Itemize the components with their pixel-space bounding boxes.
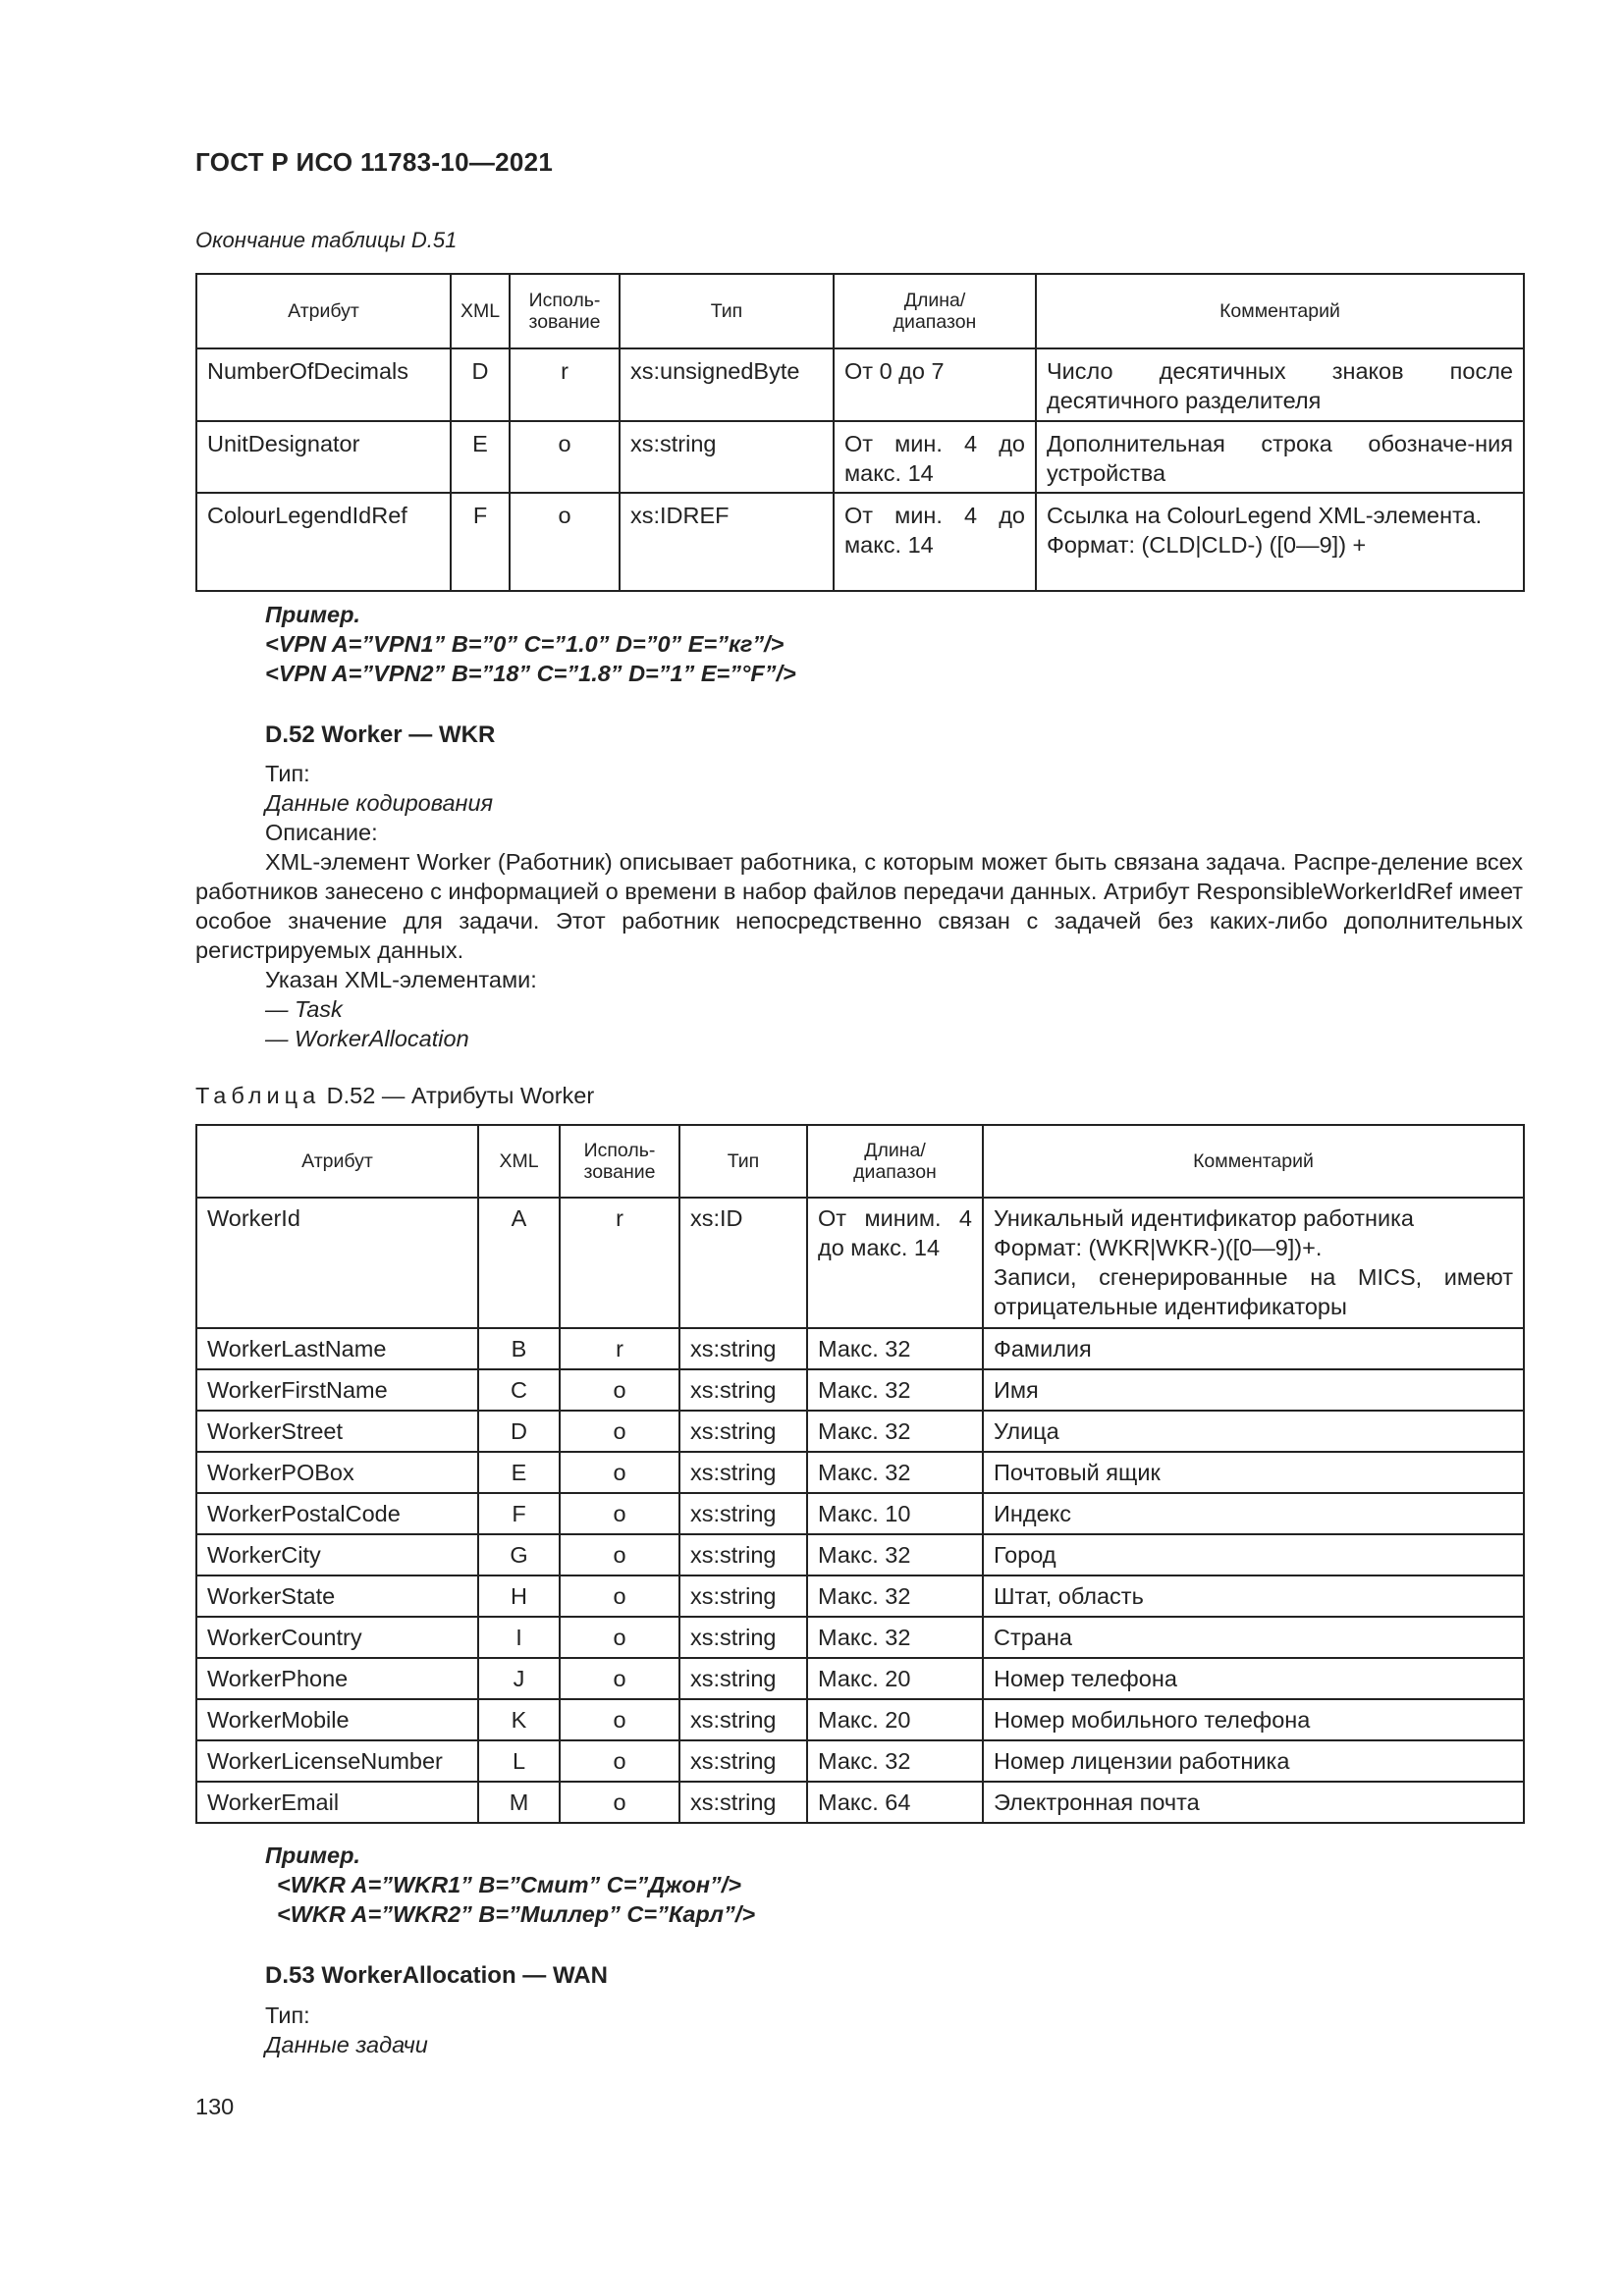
- cell-usage: o: [560, 1617, 679, 1658]
- cell-comment: Дополнительная строка обозначе-ния устройства: [1036, 421, 1524, 494]
- cell-type: xs:string: [679, 1617, 807, 1658]
- cell-type: xs:ID: [679, 1198, 807, 1328]
- referenced-item: — WorkerAllocation: [265, 1026, 469, 1051]
- cell-type: xs:string: [679, 1699, 807, 1740]
- header-length-range: Длина/ диапазон: [834, 274, 1036, 348]
- table-row: [196, 1369, 1524, 1411]
- section-title-d53: D.53 WorkerAllocation — WAN: [265, 1962, 608, 1989]
- cell-type: xs:unsignedByte: [620, 348, 834, 421]
- cell-length-range: Макс. 64: [807, 1782, 983, 1823]
- header-length-range: Длина/ диапазон: [807, 1125, 983, 1198]
- table-caption-text: D.52 — Атрибуты Worker: [320, 1083, 595, 1108]
- cell-attribute: WorkerPostalCode: [196, 1493, 478, 1534]
- cell-usage: o: [560, 1658, 679, 1699]
- table-row: [196, 1740, 1524, 1782]
- header-type: Тип: [679, 1125, 807, 1198]
- cell-xml: J: [478, 1658, 560, 1699]
- table-row: [196, 1617, 1524, 1658]
- cell-attribute: WorkerMobile: [196, 1699, 478, 1740]
- cell-xml: M: [478, 1782, 560, 1823]
- cell-type: xs:string: [679, 1740, 807, 1782]
- description-paragraph: XML-элемент Worker (Работник) описывает работника, с которым может быть связана задача. Распре-деление всех работников занесено с информацией о времени в набор файлов передачи данных. Атрибут ResponsibleWorkerIdRef имеет особое значение для задачи. Этот работник непосредственно связан с задачей без каких-либо дополнительных регистрируемых данных.: [195, 849, 1523, 963]
- cell-length-range: Макс. 32: [807, 1452, 983, 1493]
- header-usage: Исполь- зование: [510, 274, 620, 348]
- header-xml: XML: [478, 1125, 560, 1198]
- cell-usage: o: [560, 1740, 679, 1782]
- cell-xml: I: [478, 1617, 560, 1658]
- cell-attribute: NumberOfDecimals: [196, 348, 451, 421]
- page-number: 130: [195, 2094, 235, 2119]
- referenced-item: — Task: [265, 996, 343, 1022]
- type-label: Тип:: [265, 2002, 310, 2028]
- cell-length-range: Макс. 32: [807, 1617, 983, 1658]
- table-row: [196, 1575, 1524, 1617]
- example-label: Пример.: [265, 602, 360, 627]
- cell-attribute: WorkerStreet: [196, 1411, 478, 1452]
- table-caption-prefix: Таблица: [195, 1083, 321, 1108]
- cell-type: xs:string: [679, 1534, 807, 1575]
- cell-comment: Фамилия: [983, 1328, 1524, 1369]
- cell-length-range: Макс. 32: [807, 1575, 983, 1617]
- table-row: [196, 1411, 1524, 1452]
- cell-xml: F: [478, 1493, 560, 1534]
- cell-attribute: UnitDesignator: [196, 421, 451, 494]
- table-d52-caption: [195, 1083, 594, 1109]
- table-row: [196, 1658, 1524, 1699]
- cell-attribute: WorkerLastName: [196, 1328, 478, 1369]
- cell-type: xs:string: [679, 1452, 807, 1493]
- cell-usage: o: [560, 1411, 679, 1452]
- cell-usage: o: [560, 1369, 679, 1411]
- cell-attribute: WorkerFirstName: [196, 1369, 478, 1411]
- cell-xml: H: [478, 1575, 560, 1617]
- cell-type: xs:string: [679, 1411, 807, 1452]
- cell-length-range: Макс. 32: [807, 1369, 983, 1411]
- example-wkr: [265, 1842, 755, 1930]
- table-row: [196, 1328, 1524, 1369]
- cell-attribute: WorkerEmail: [196, 1782, 478, 1823]
- cell-comment: Штат, область: [983, 1575, 1524, 1617]
- header-xml: XML: [451, 274, 510, 348]
- cell-attribute: WorkerCity: [196, 1534, 478, 1575]
- cell-comment: Номер телефона: [983, 1658, 1524, 1699]
- cell-usage: o: [560, 1782, 679, 1823]
- type-value: Данные задачи: [265, 2032, 428, 2057]
- cell-xml: D: [478, 1411, 560, 1452]
- table-row: [196, 1534, 1524, 1575]
- cell-xml: L: [478, 1740, 560, 1782]
- cell-xml: K: [478, 1699, 560, 1740]
- referenced-label: Указан XML-элементами:: [265, 967, 537, 992]
- example-label: Пример.: [265, 1842, 360, 1868]
- cell-type: xs:string: [679, 1575, 807, 1617]
- cell-length-range: Макс. 10: [807, 1493, 983, 1534]
- cell-length-range: От 0 до 7: [834, 348, 1036, 421]
- table-row: [196, 1699, 1524, 1740]
- table-header-row: [196, 274, 1524, 348]
- table-row: [196, 421, 1524, 494]
- cell-length-range: От мин. 4 до макс. 14: [834, 493, 1036, 591]
- cell-length-range: Макс. 20: [807, 1658, 983, 1699]
- table-continuation-caption: Окончание таблицы D.51: [195, 228, 458, 252]
- cell-attribute: WorkerPhone: [196, 1658, 478, 1699]
- header-attribute: Атрибут: [196, 1125, 478, 1198]
- cell-comment: Номер мобильного телефона: [983, 1699, 1524, 1740]
- cell-xml: A: [478, 1198, 560, 1328]
- cell-type: xs:string: [679, 1493, 807, 1534]
- cell-type: xs:string: [679, 1658, 807, 1699]
- cell-comment: Улица: [983, 1411, 1524, 1452]
- cell-comment: Электронная почта: [983, 1782, 1524, 1823]
- cell-usage: o: [560, 1452, 679, 1493]
- table-row: [196, 1782, 1524, 1823]
- table-row: [196, 493, 1524, 591]
- cell-xml: E: [451, 421, 510, 494]
- cell-attribute: WorkerLicenseNumber: [196, 1740, 478, 1782]
- cell-xml: B: [478, 1328, 560, 1369]
- cell-comment: Индекс: [983, 1493, 1524, 1534]
- cell-length-range: От миним. 4 до макс. 14: [807, 1198, 983, 1328]
- cell-type: xs:string: [679, 1369, 807, 1411]
- cell-type: xs:IDREF: [620, 493, 834, 591]
- cell-xml: C: [478, 1369, 560, 1411]
- table-row: [196, 348, 1524, 421]
- type-label: Тип:: [265, 761, 310, 786]
- cell-xml: G: [478, 1534, 560, 1575]
- example-code-line: <WKR A=”WKR1” B=”Смит” C=”Джон”/>: [277, 1871, 742, 1897]
- cell-comment: Число десятичных знаков после десятичного разделителя: [1036, 348, 1524, 421]
- cell-xml: F: [451, 493, 510, 591]
- cell-length-range: От мин. 4 до макс. 14: [834, 421, 1036, 494]
- header-usage: Исполь- зование: [560, 1125, 679, 1198]
- description-label: Описание:: [265, 820, 378, 845]
- table-d51-end: [195, 273, 1525, 592]
- cell-attribute: WorkerCountry: [196, 1617, 478, 1658]
- header-comment: Комментарий: [983, 1125, 1524, 1198]
- cell-length-range: Макс. 32: [807, 1534, 983, 1575]
- section-title-d52: D.52 Worker — WKR: [265, 721, 496, 748]
- cell-usage: o: [560, 1534, 679, 1575]
- cell-length-range: Макс. 32: [807, 1740, 983, 1782]
- section-d53-body: [195, 2001, 1523, 2059]
- type-value: Данные кодирования: [265, 790, 494, 816]
- cell-comment: Город: [983, 1534, 1524, 1575]
- cell-comment: Уникальный идентификатор работника Формат: (WKR|WKR-)([0—9])+. Записи, сгенерированные на MICS, имеют отрицательные идентификаторы: [983, 1198, 1524, 1328]
- header-comment: Комментарий: [1036, 274, 1524, 348]
- cell-usage: o: [510, 421, 620, 494]
- cell-usage: r: [560, 1328, 679, 1369]
- cell-comment: Страна: [983, 1617, 1524, 1658]
- cell-length-range: Макс. 32: [807, 1328, 983, 1369]
- table-row: [196, 1452, 1524, 1493]
- header-type: Тип: [620, 274, 834, 348]
- cell-comment: Почтовый ящик: [983, 1452, 1524, 1493]
- cell-type: xs:string: [679, 1782, 807, 1823]
- table-row: [196, 1198, 1524, 1328]
- cell-attribute: WorkerState: [196, 1575, 478, 1617]
- cell-attribute: ColourLegendIdRef: [196, 493, 451, 591]
- cell-length-range: Макс. 32: [807, 1411, 983, 1452]
- cell-attribute: WorkerPOBox: [196, 1452, 478, 1493]
- document-header: ГОСТ Р ИСО 11783-10—2021: [195, 147, 554, 177]
- table-d52: [195, 1124, 1525, 1824]
- example-code-line: <VPN A=”VPN1” B=”0” C=”1.0” D=”0” E=”кг”/>: [265, 630, 785, 657]
- cell-comment: Имя: [983, 1369, 1524, 1411]
- cell-usage: o: [510, 493, 620, 591]
- cell-type: xs:string: [620, 421, 834, 494]
- example-code-line: <VPN A=”VPN2” B=”18” C=”1.8” D=”1” E=”°F”/>: [265, 660, 796, 686]
- example-vpn: [265, 601, 796, 689]
- cell-xml: D: [451, 348, 510, 421]
- cell-attribute: WorkerId: [196, 1198, 478, 1328]
- example-code-line: <WKR A=”WKR2” B=”Миллер” C=”Карл”/>: [277, 1900, 756, 1927]
- cell-type: xs:string: [679, 1328, 807, 1369]
- cell-usage: o: [560, 1575, 679, 1617]
- cell-length-range: Макс. 20: [807, 1699, 983, 1740]
- section-d52-body: [195, 759, 1523, 1053]
- cell-xml: E: [478, 1452, 560, 1493]
- cell-usage: o: [560, 1493, 679, 1534]
- cell-comment: Номер лицензии работника: [983, 1740, 1524, 1782]
- table-row: [196, 1493, 1524, 1534]
- header-attribute: Атрибут: [196, 274, 451, 348]
- cell-usage: r: [510, 348, 620, 421]
- table-header-row: [196, 1125, 1524, 1198]
- cell-usage: r: [560, 1198, 679, 1328]
- cell-comment: Ссылка на ColourLegend XML-элемента. Формат: (CLD|CLD-) ([0—9]) +: [1036, 493, 1524, 591]
- cell-usage: o: [560, 1699, 679, 1740]
